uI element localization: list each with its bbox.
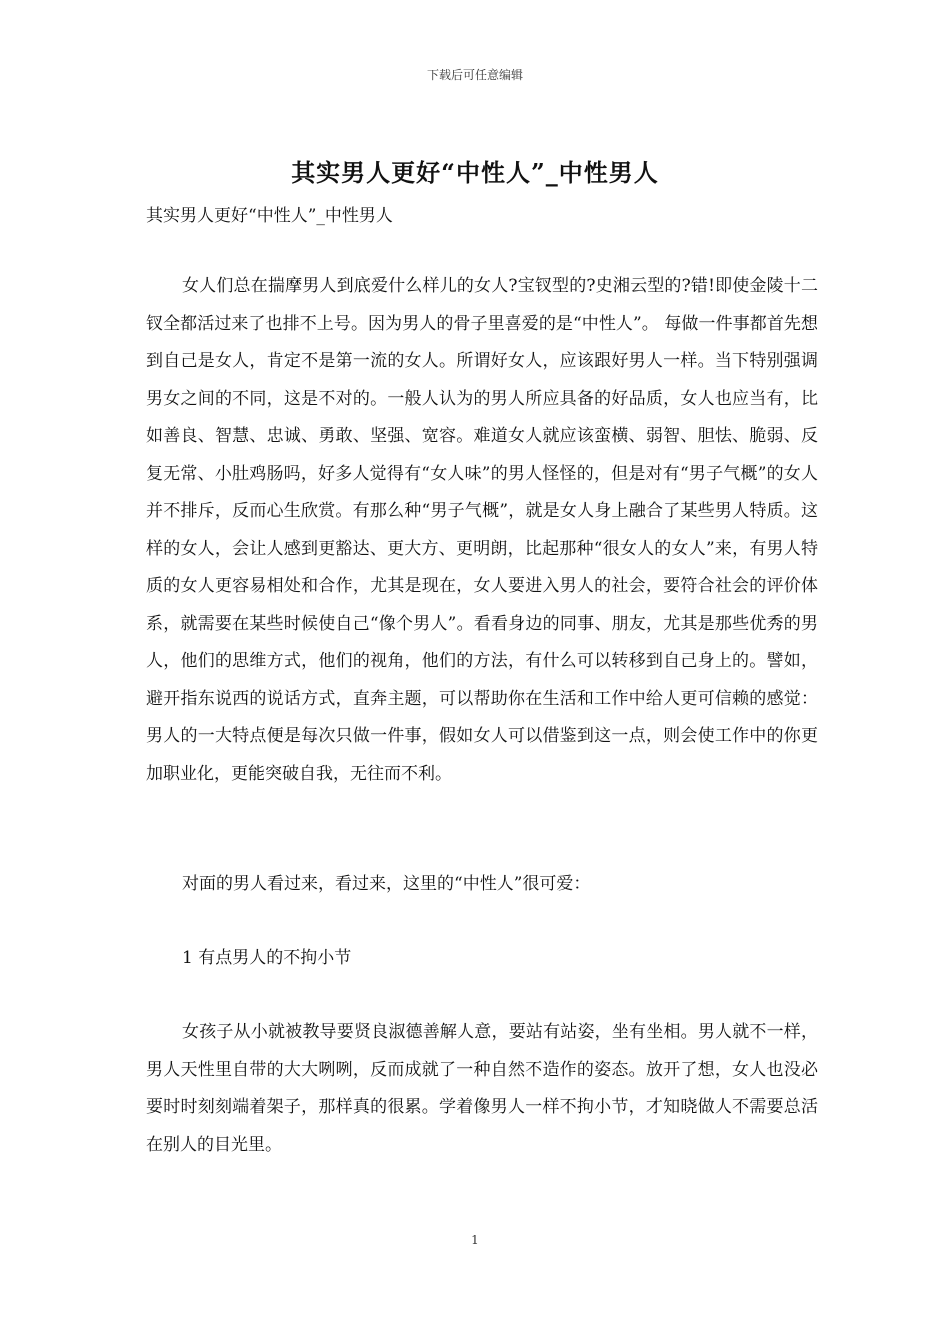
paragraph-intro: 女人们总在揣摩男人到底爱什么样儿的女人?宝钗型的?史湘云型的?错!即使金陵十二钗全都活过来了也排不上号。因为男人的骨子里喜爱的是“中性人”。 每做一件事都首先想到自己是女人，肯定不是第一流的女人。所谓好女人，应该跟好男人一样。当下特别强调男女之间的不同，这是不对的。一般人认为的男人所应具备的好品质，女人也应当有，比如善良、智慧、忠诚、勇敢、坚强、宽容。难道女人就应该蛮横、弱智、胆怯、脆弱、反复无常、小肚鸡肠吗，好多人觉得有“女人味”的男人怪怪的，但是对有“男子气概”的女人并不排斥，反而心生欣赏。有那么种“男子气概”，就是女人身上融合了某些男人特质。这样的女人，会让人感到更豁达、更大方、更明朗，比起那种“很女人的女人”来，有男人特质的女人更容易相处和合作，尤其是现在，女人要进入男人的社会，要符合社会的评价体系，就需要在某些时候使自己“像个男人”。看看身边的同事、朋友，尤其是那些优秀的男人，他们的思维方式，他们的视角，他们的方法，有什么可以转移到自己身上的。譬如，避开指东说西的说话方式，直奔主题，可以帮助你在生活和工作中给人更可信赖的感觉：男人的一大特点便是每次只做一件事，假如女人可以借鉴到这一点，则会使工作中的你更加职业化，更能突破自我，无往而不利。 [146,276,818,784]
paragraph-section-1: 女孩子从小就被教导要贤良淑德善解人意，要站有站姿，坐有坐相。男人就不一样，男人天性里自带的大大咧咧，反而成就了一种自然不造作的姿态。放开了想，女人也没必要时时刻刻端着架子，那样真的很累。学着像男人一样不拘小节，才知晓做人不需要总活在别人的目光里。 [146,1022,818,1155]
page-number: 1 [471,1233,479,1247]
document-subtitle: 其实男人更好“中性人”_中性男人 [146,206,393,226]
section-heading: 1 有点男人的不拘小节 [182,948,352,968]
paragraph-transition: 对面的男人看过来，看过来，这里的“中性人”很可爱： [182,874,591,894]
page-header-note: 下载后可任意编辑 [426,68,523,82]
document-title: 其实男人更好“中性人”_中性男人 [291,158,659,187]
